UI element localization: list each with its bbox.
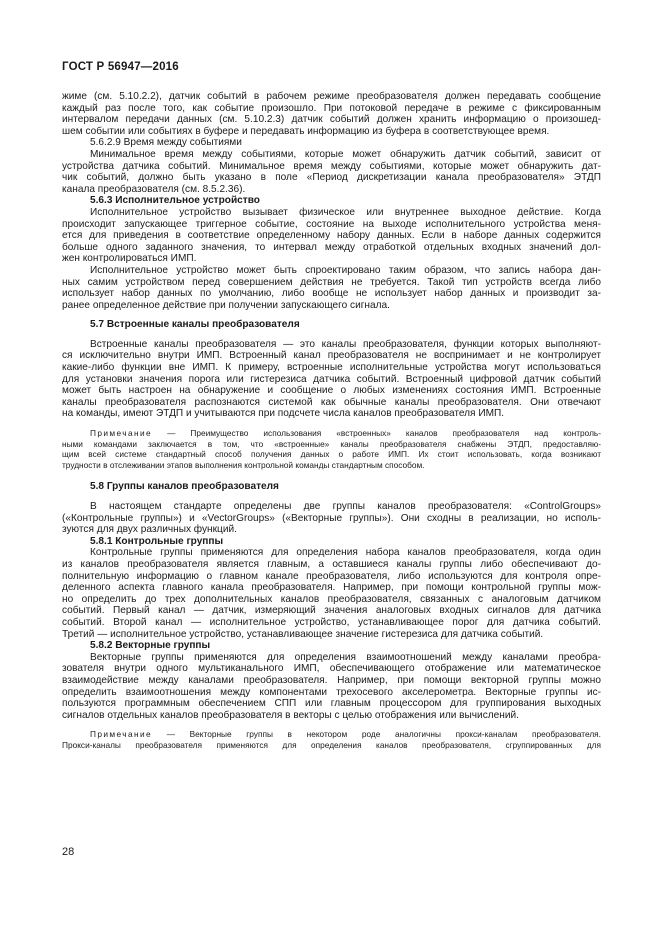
paragraph-control-groups: Контрольные группы применяются для определения набора каналов преобразователя, когда один из каналов преобразователя является главным, а оставшиеся каналы группы либо обеспечивают до- полнительную информацию о главном канале преобразователя, либо используются для контроля опре- деленного аспекта главного канала преобразователя. Например, при помощи контрольной группы мож- но определить до трех дополнительных каналов преобразователя, связанных с аналоговым датчиком событий. Первый канал — датчик, измеряющий значения аналоговых входных сигналов для датчика событий. Второй канал — исполнительное устройство, устанавливающее порог для датчика событий. Третий — исполнительное устройство, устанавливающее значение гистерезиса для датчика событий. — [62, 547, 601, 640]
paragraph-event-sensor-streaming: жиме (см. 5.10.2.2), датчик событий в рабочем режиме преобразователя должен передавать сообщение каждый раз после того, как событие произошло. При потоковой передаче в режиме с фиксированным интервалом передачи данных (см. 5.10.2.3) датчик событий должен хранить информацию о произошед- шем событии или событиях в буфере и передавать информацию из буфера в соответствующее время. — [62, 91, 601, 137]
note-vector-groups: Примечание — Векторные группы в некотором роде аналогичны прокси-каналам преобразователя. Прокси-каналы преобразователя применяются для определения каналов преобразователя, сгруппированных для — [62, 729, 601, 750]
subsection-heading-5629: 5.6.2.9 Время между событиями — [90, 137, 242, 149]
note-embedded-channels: Примечание — Преимущество использования «встроенных» каналов преобразователя над контроль- ными командами заключается в том, что «встроенные» каналы преобразователя снабжены ЭТДП, предоставляю- щим всей системе стандартный способ получения данных о работе ИМП. Их стоит использовать, когда возникают трудности в отслеживании этапов выполнения контрольной команды стандартным способом. — [62, 428, 601, 470]
paragraph-embedded-channels: Встроенные каналы преобразователя — это каналы преобразователя, функции которых выполняют- ся исключительно внутри ИМП. Встроенный канал преобразователя не воспринимает и не контролирует какие-либо функции вне ИМП. К примеру, встроенные исполнительные устройства могут использоваться для установки значения порога или гистерезиса датчика событий. Встроенный цифровой датчик событий может быть настроен на обнаружение и сообщение о любых изменениях состояния ИМП. Встроенные каналы преобразователя распознаются системой как обычные каналы преобразователя. Они отвечают на команды, имеют ЭТДП и учитываются при подсчете числа каналов преобразователя ИМП. — [62, 338, 601, 420]
page-number: 28 — [62, 846, 75, 858]
section-heading-57: 5.7 Встроенные каналы преобразователя — [90, 319, 300, 331]
page-body — [62, 91, 601, 750]
section-heading-582: 5.8.2 Векторные группы — [90, 640, 211, 652]
paragraph-channel-groups: В настоящем стандарте определены две группы каналов преобразователя: «ControlGroups» («Контрольные группы») и «VectorGroups» («Векторные группы»). Они сходны в реализации, но исполь- зуются для двух различных функций. — [62, 501, 601, 536]
note-label: Примечание — [90, 729, 153, 740]
section-heading-58: 5.8 Группы каналов преобразователя — [90, 481, 279, 493]
paragraph-min-time-between-events: Минимальное время между событиями, которые может обнаружить датчик событий, зависит от устройства датчика событий. Минимальное время между событиями, которые может обнаружить дат- чик событий, должно быть указано в поле «Период дискретизации канала преобразователя» ЭТДП канала преобразователя (см. 8.5.2.36). — [62, 148, 601, 195]
document-header: ГОСТ Р 56947—2016 — [62, 61, 179, 73]
paragraph-actuator-design: Исполнительное устройство может быть спроектировано таким образом, что запись набора дан- ных самим устройством перед совершением действия не требуется. Такой тип устройств всегда либо использует набор данных по умолчанию, либо вообще не использует набор данных и производит за- ранее определенное действие при получении запускающего сигнала. — [62, 264, 601, 311]
paragraph-actuator-definition: Исполнительное устройство вызывает физическое или внутреннее выходное действие. Когда происходит запускающее триггерное событие, состояние на выходе исполнительного устройства меня- ется для приведения в соответствие определенному набору данных. Если в наборе данных содержится больше одного заданного значения, то интервал между отработкой отдельных входных значений дол- жен контролироваться ИМП. — [62, 206, 601, 265]
paragraph-vector-groups: Векторные группы применяются для определения взаимоотношений между каналами преобра- зователя внутри одного мультиканального ИМП, обеспечивающего отображение или математическое взаимодействие между каналами преобразователя. Например, при помощи векторной группы можно определить взаимоотношения между компонентами трехосевого акселерометра. Векторные группы ис- пользуются программным обеспечением СПП или главным процессором для группирования выходных сигналов отдельных каналов преобразователя в векторы с целью отображения или вычислений. — [62, 651, 601, 721]
note-label: Примечание — [90, 428, 153, 439]
section-heading-563: 5.6.3 Исполнительное устройство — [90, 195, 260, 207]
section-heading-581: 5.8.1 Контрольные группы — [90, 535, 224, 547]
